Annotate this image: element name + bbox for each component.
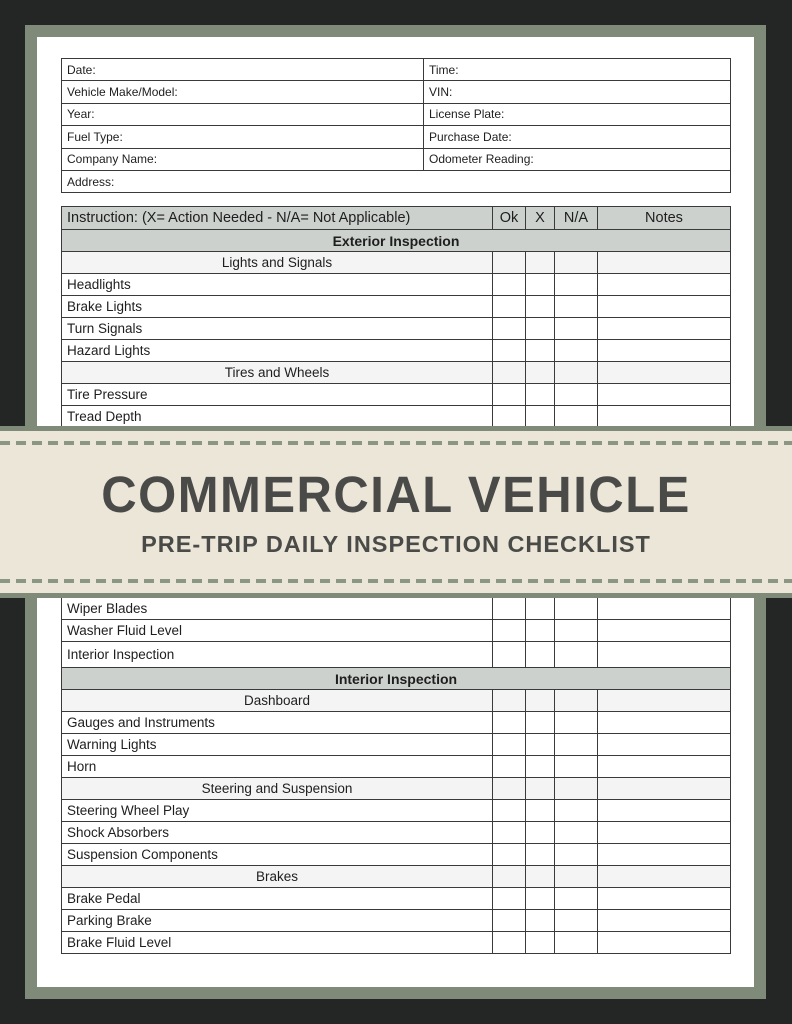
item-label: Brake Fluid Level — [62, 932, 493, 954]
ok-checkbox[interactable] — [493, 822, 526, 844]
info-row — [62, 59, 731, 81]
ok-checkbox[interactable] — [493, 406, 526, 428]
item-label: Gauges and Instruments — [62, 712, 493, 734]
banner-subtitle: PRE-TRIP DAILY INSPECTION CHECKLIST — [141, 531, 651, 557]
x-checkbox[interactable] — [526, 712, 555, 734]
na-checkbox[interactable] — [555, 712, 598, 734]
na-checkbox[interactable] — [555, 620, 598, 642]
na-checkbox[interactable] — [555, 318, 598, 340]
checklist-item — [62, 756, 731, 778]
ok-checkbox[interactable] — [493, 734, 526, 756]
x-checkbox[interactable] — [526, 406, 555, 428]
checklist-item — [62, 384, 731, 406]
notes-field[interactable] — [598, 384, 731, 406]
x-checkbox[interactable] — [526, 340, 555, 362]
year-field[interactable]: Year: — [62, 103, 424, 125]
na-checkbox[interactable] — [555, 642, 598, 668]
subsection-lights-and-signals — [62, 252, 731, 274]
x-checkbox[interactable] — [526, 642, 555, 668]
checklist-item — [62, 598, 731, 620]
notes-field[interactable] — [598, 932, 731, 954]
ok-column-header: Ok — [493, 207, 526, 230]
checklist-item — [62, 800, 731, 822]
info-row — [62, 170, 731, 192]
x-checkbox[interactable] — [526, 620, 555, 642]
item-label: Horn — [62, 756, 493, 778]
checklist-item — [62, 642, 731, 668]
section-title: Exterior Inspection — [62, 230, 731, 252]
notes-field[interactable] — [598, 756, 731, 778]
notes-field[interactable] — [598, 406, 731, 428]
x-checkbox[interactable] — [526, 274, 555, 296]
item-label: Warning Lights — [62, 734, 493, 756]
vehicle-make-model-field[interactable]: Vehicle Make/Model: — [62, 81, 424, 103]
x-checkbox[interactable] — [526, 734, 555, 756]
na-checkbox[interactable] — [555, 274, 598, 296]
na-checkbox[interactable] — [555, 910, 598, 932]
na-column-header: N/A — [555, 207, 598, 230]
item-label: Suspension Components — [62, 844, 493, 866]
na-checkbox[interactable] — [555, 844, 598, 866]
notes-field[interactable] — [598, 800, 731, 822]
item-label: Washer Fluid Level — [62, 620, 493, 642]
ok-checkbox[interactable] — [493, 620, 526, 642]
fuel-type-field[interactable]: Fuel Type: — [62, 126, 424, 148]
na-checkbox[interactable] — [555, 296, 598, 318]
na-checkbox[interactable] — [555, 734, 598, 756]
ok-checkbox[interactable] — [493, 756, 526, 778]
license-plate-field[interactable]: License Plate: — [424, 103, 731, 125]
notes-field[interactable] — [598, 712, 731, 734]
x-checkbox[interactable] — [526, 598, 555, 620]
ok-checkbox[interactable] — [493, 932, 526, 954]
subsection-tires-and-wheels — [62, 362, 731, 384]
ok-checkbox[interactable] — [493, 844, 526, 866]
subsection-dashboard — [62, 690, 731, 712]
checklist-item — [62, 296, 731, 318]
notes-field[interactable] — [598, 274, 731, 296]
banner-title: COMMERCIAL VEHICLE — [101, 466, 691, 524]
instruction-header: Instruction: (X= Action Needed - N/A= Not Applicable) — [62, 207, 493, 230]
item-label: Steering Wheel Play — [62, 800, 493, 822]
notes-field[interactable] — [598, 888, 731, 910]
vehicle-info-table — [61, 58, 731, 193]
x-checkbox[interactable] — [526, 318, 555, 340]
notes-field[interactable] — [598, 598, 731, 620]
notes-field[interactable] — [598, 910, 731, 932]
subsection-title: Steering and Suspension — [62, 778, 493, 800]
odometer-reading-field[interactable]: Odometer Reading: — [424, 148, 731, 170]
section-title: Interior Inspection — [62, 668, 731, 690]
ok-checkbox[interactable] — [493, 274, 526, 296]
na-checkbox[interactable] — [555, 888, 598, 910]
checklist-item — [62, 318, 731, 340]
item-label: Hazard Lights — [62, 340, 493, 362]
notes-field[interactable] — [598, 620, 731, 642]
item-label: Brake Lights — [62, 296, 493, 318]
item-label: Turn Signals — [62, 318, 493, 340]
item-label: Tire Pressure — [62, 384, 493, 406]
x-checkbox[interactable] — [526, 800, 555, 822]
ok-checkbox[interactable] — [493, 318, 526, 340]
item-label: Brake Pedal — [62, 888, 493, 910]
section-exterior-inspection — [62, 230, 731, 252]
info-row — [62, 103, 731, 125]
item-label: Tread Depth — [62, 406, 493, 428]
item-label: Parking Brake — [62, 910, 493, 932]
notes-field[interactable] — [598, 296, 731, 318]
x-checkbox[interactable] — [526, 756, 555, 778]
checklist-item — [62, 888, 731, 910]
x-checkbox[interactable] — [526, 384, 555, 406]
dashed-divider — [0, 441, 792, 445]
checklist-item — [62, 734, 731, 756]
ok-checkbox[interactable] — [493, 800, 526, 822]
notes-field[interactable] — [598, 318, 731, 340]
na-checkbox[interactable] — [555, 598, 598, 620]
subsection-title: Lights and Signals — [62, 252, 493, 274]
x-column-header: X — [526, 207, 555, 230]
subsection-title: Dashboard — [62, 690, 493, 712]
date-field[interactable]: Date: — [62, 59, 424, 81]
na-checkbox[interactable] — [555, 800, 598, 822]
ok-checkbox[interactable] — [493, 712, 526, 734]
checklist-header-row — [62, 207, 731, 230]
checklist-item — [62, 406, 731, 428]
na-checkbox[interactable] — [555, 340, 598, 362]
info-row — [62, 126, 731, 148]
na-checkbox[interactable] — [555, 822, 598, 844]
na-checkbox[interactable] — [555, 406, 598, 428]
notes-column-header: Notes — [598, 207, 731, 230]
na-checkbox[interactable] — [555, 384, 598, 406]
company-name-field[interactable]: Company Name: — [62, 148, 424, 170]
na-checkbox[interactable] — [555, 932, 598, 954]
address-field[interactable]: Address: — [62, 170, 731, 192]
checklist-table-lower — [61, 597, 731, 954]
checklist-item — [62, 932, 731, 954]
vin-field[interactable]: VIN: — [424, 81, 731, 103]
checklist-item — [62, 274, 731, 296]
subsection-steering-and-suspension — [62, 778, 731, 800]
x-checkbox[interactable] — [526, 932, 555, 954]
item-label: Headlights — [62, 274, 493, 296]
notes-field[interactable] — [598, 642, 731, 668]
info-row — [62, 148, 731, 170]
title-banner — [0, 426, 792, 598]
ok-checkbox[interactable] — [493, 296, 526, 318]
ok-checkbox[interactable] — [493, 642, 526, 668]
x-checkbox[interactable] — [526, 910, 555, 932]
purchase-date-field[interactable]: Purchase Date: — [424, 126, 731, 148]
x-checkbox[interactable] — [526, 888, 555, 910]
ok-checkbox[interactable] — [493, 384, 526, 406]
checklist-item — [62, 844, 731, 866]
x-checkbox[interactable] — [526, 822, 555, 844]
ok-checkbox[interactable] — [493, 340, 526, 362]
item-label: Wiper Blades — [62, 598, 493, 620]
checklist-item — [62, 822, 731, 844]
checklist-item — [62, 620, 731, 642]
subsection-title: Tires and Wheels — [62, 362, 493, 384]
checklist-item — [62, 910, 731, 932]
ok-checkbox[interactable] — [493, 910, 526, 932]
item-label: Interior Inspection — [62, 642, 493, 668]
subsection-title: Brakes — [62, 866, 493, 888]
notes-field[interactable] — [598, 340, 731, 362]
ok-checkbox[interactable] — [493, 598, 526, 620]
checklist-item — [62, 712, 731, 734]
checklist-item — [62, 340, 731, 362]
notes-field[interactable] — [598, 822, 731, 844]
checklist-table-upper — [61, 206, 731, 428]
x-checkbox[interactable] — [526, 296, 555, 318]
x-checkbox[interactable] — [526, 844, 555, 866]
time-field[interactable]: Time: — [424, 59, 731, 81]
item-label: Shock Absorbers — [62, 822, 493, 844]
notes-field[interactable] — [598, 844, 731, 866]
section-interior-inspection — [62, 668, 731, 690]
na-checkbox[interactable] — [555, 756, 598, 778]
dashed-divider — [0, 579, 792, 583]
notes-field[interactable] — [598, 734, 731, 756]
subsection-brakes — [62, 866, 731, 888]
ok-checkbox[interactable] — [493, 888, 526, 910]
info-row — [62, 81, 731, 103]
